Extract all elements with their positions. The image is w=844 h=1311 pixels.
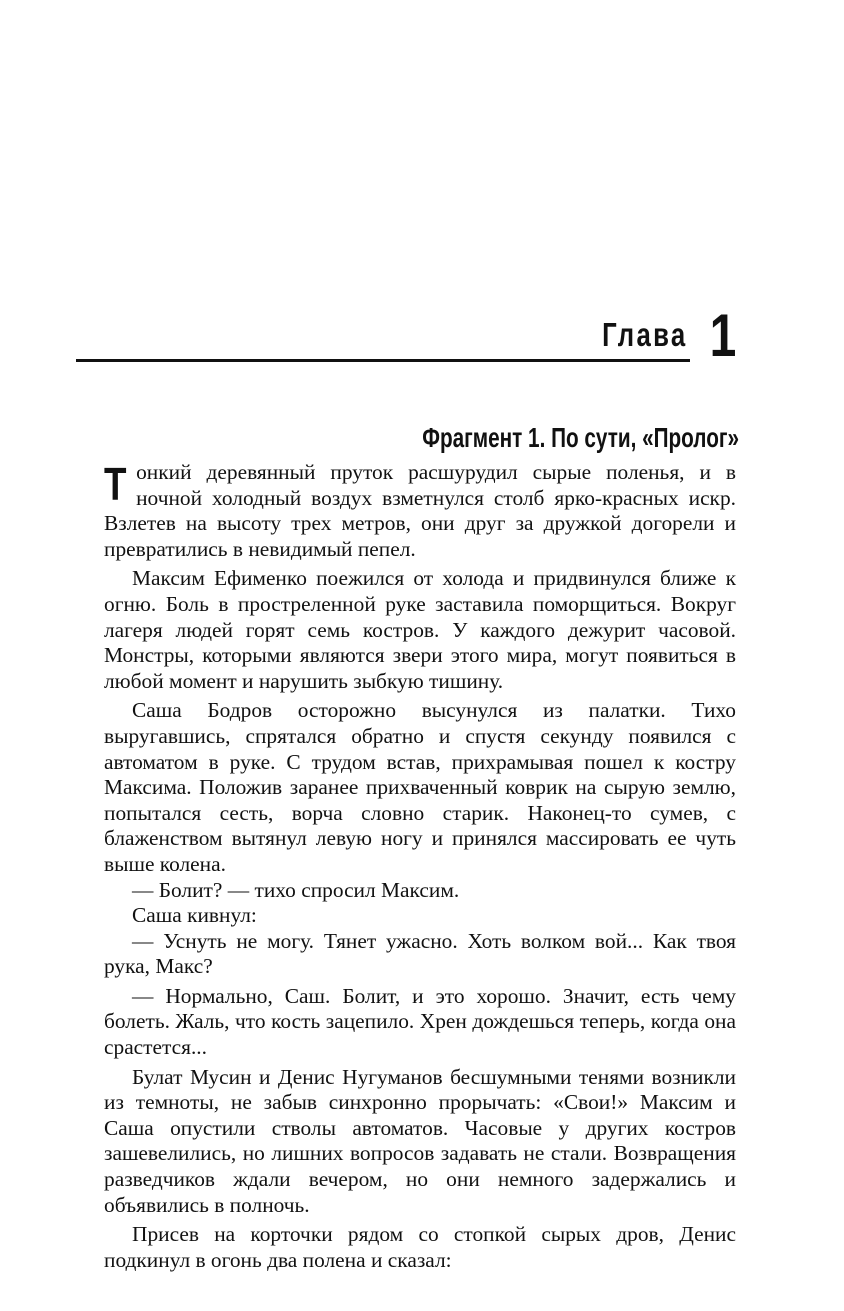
paragraph-9: Присев на корточки рядом со стопкой сырых дров, Денис подкинул в огонь два полена и сказал: (104, 1222, 736, 1272)
paragraph-3: Саша Бодров осторожно высунулся из палатки. Тихо выругавшись, спрятался обратно и спустя секунду появился с автоматом в руке. С трудом встав, прихрамывая пошел к костру Максима. Положив заранее прихваченный коврик на сырую землю, попытался сесть, ворча словно старик. Наконец-то сумев, с блаженством вытянул левую ногу и принялся массировать ее чуть выше колена. (104, 698, 736, 876)
paragraph-4: — Болит? — тихо спросил Максим. (132, 877, 460, 902)
paragraph-2: Максим Ефименко поежился от холода и придвинулся ближе к огню. Боль в простреленной руке заставила поморщиться. Вокруг лагеря людей горят семь костров. У каждого дежурит часовой. Монстры, которыми являются звери этого мира, могут появиться в любой момент и нарушить зыбкую тишину. (104, 566, 736, 693)
chapter-word: Глава (602, 316, 688, 353)
paragraph-5: Саша кивнул: (132, 903, 257, 928)
body-text (104, 460, 736, 1277)
chapter-heading (76, 302, 736, 372)
paragraph-1 (104, 460, 736, 562)
drop-cap: Т (104, 458, 127, 510)
paragraph-6: — Уснуть не могу. Тянет ужасно. Хоть волком вой... Как твоя рука, Макс? (104, 928, 736, 979)
paragraph-8: Булат Мусин и Денис Нугуманов бесшумными тенями возникли из темноты, не забыв синхронно прорычать: «Свои!» Максим и Саша опустили стволы автоматов. Часовые у других костров зашевелились, но лишних вопросов задавать не стали. Возвращения разведчиков ждали вечером, но они немного задержались и объявились в полночь. (104, 1064, 736, 1217)
paragraph-7: — Нормально, Саш. Болит, и это хорошо. Значит, есть чему болеть. Жаль, что кость зацепило. Хрен дождешься теперь, когда она срастется... (104, 983, 736, 1060)
paragraph-1-text: онкий деревянный пруток расшурудил сырые поленья, и в ночной холодный воздух взметнулся столб ярко-красных искр. Взлетев на высоту трех метров, они друг за дружкой догорели и превратились в невидимый пепел. (104, 460, 736, 561)
chapter-number: 1 (709, 302, 736, 369)
fragment-title: Фрагмент 1. По сути, «Пролог» (422, 422, 739, 453)
chapter-rule (76, 359, 690, 362)
